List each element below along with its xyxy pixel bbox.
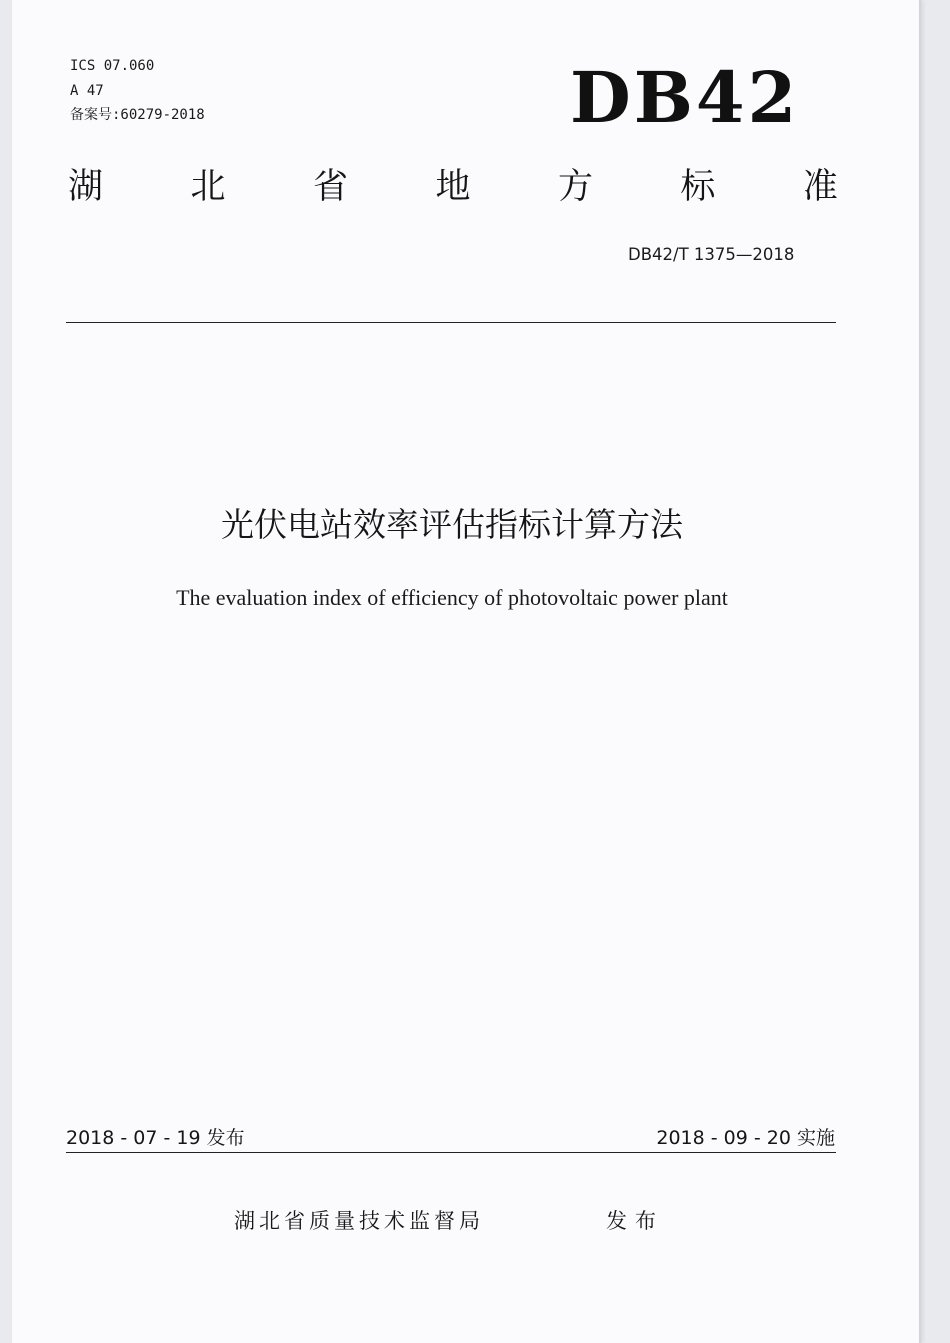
document-page [12,0,921,1343]
ics-code: ICS 07.060 [70,58,155,74]
english-title: The evaluation index of efficiency of photovoltaic power plant [176,585,728,610]
standard-number: DB42/T 1375—2018 [628,245,795,264]
issuing-authority: 湖北省质量技术监督局 [234,1209,484,1233]
chinese-title: 光伏电站效率评估指标计算方法 [221,505,683,544]
standard-type-heading [68,162,838,212]
standard-type-char: 标 [680,167,716,207]
standard-type-char: 省 [312,167,348,207]
db42-logo: DB42 [570,56,800,139]
filing-number: 备案号:60279-2018 [70,107,205,123]
implementation-date: 2018 - 09 - 20 实施 [656,1127,835,1149]
standard-type-char: 方 [557,167,593,207]
ccs-code: A 47 [70,82,104,99]
bottom-divider [66,1152,836,1153]
standard-type-char: 地 [435,167,471,207]
classification-block [70,54,205,128]
standard-type-char: 准 [802,167,838,207]
top-divider [66,322,836,323]
issue-label: 发布 [606,1209,664,1233]
standard-type-char: 北 [190,167,226,207]
standard-type-char: 湖 [68,167,104,207]
release-date: 2018 - 07 - 19 发布 [66,1127,245,1149]
